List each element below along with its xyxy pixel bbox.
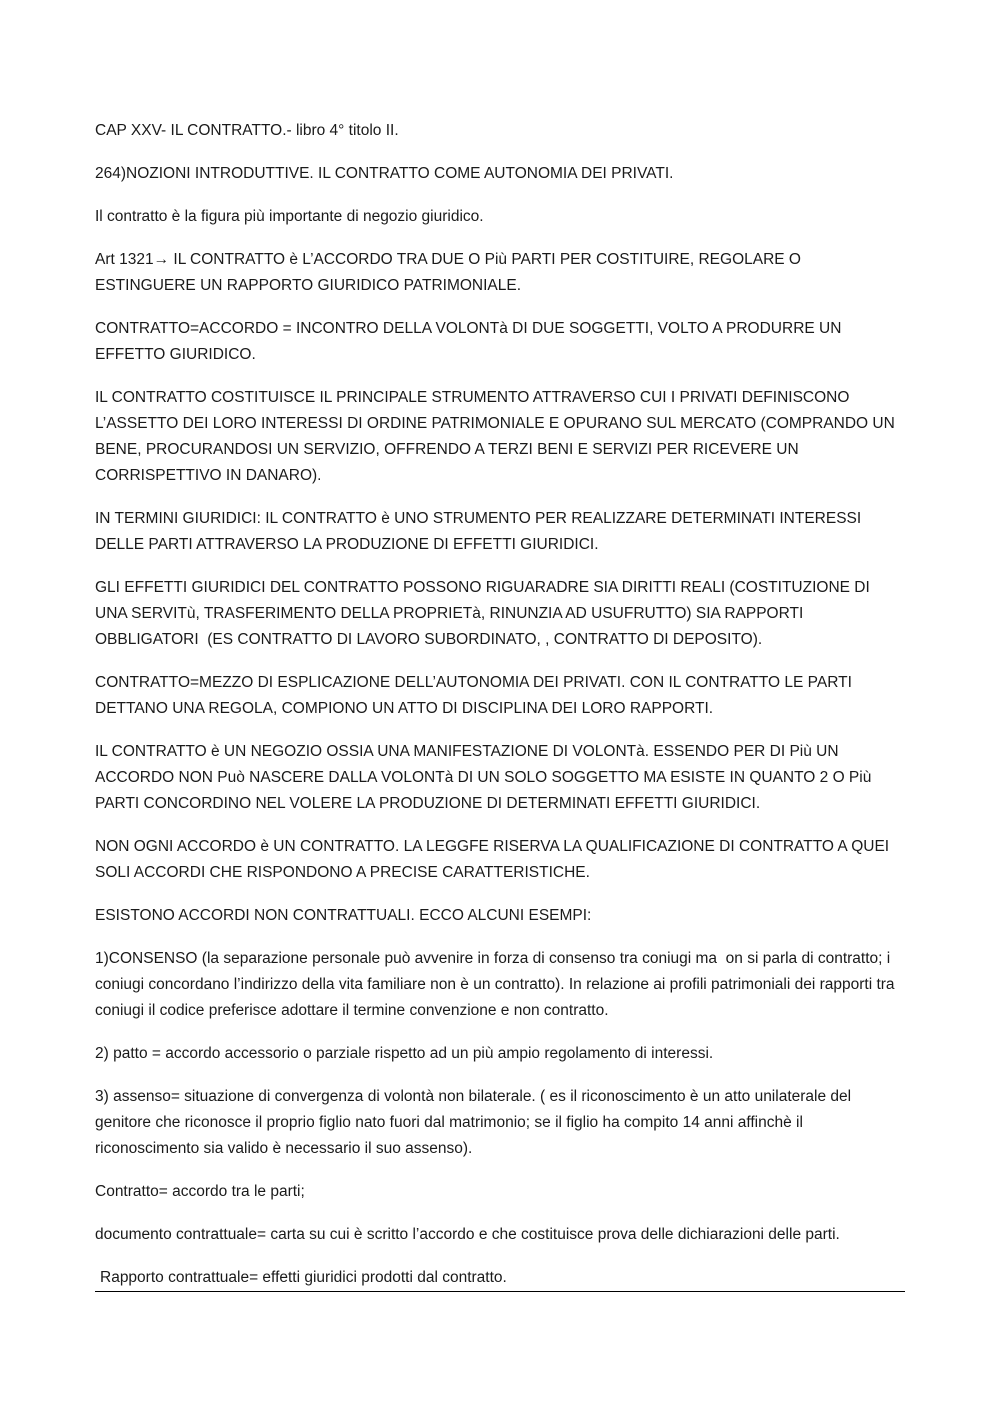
- chapter-heading: CAP XXV- IL CONTRATTO.- libro 4° titolo II.: [95, 122, 399, 139]
- section-heading: 264)NOZIONI INTRODUTTIVE. IL CONTRATTO COME AUTONOMIA DEI PRIVATI.: [95, 165, 674, 182]
- paragraph: IL CONTRATTO è UN NEGOZIO OSSIA UNA MANIFESTAZIONE DI VOLONTà. ESSENDO PER DI Più UN ACCORDO NON Può NASCERE DALLA VOLONTà DI UN SOLO SOGGETTO MA ESISTE IN QUANTO 2 O Più PARTI CONCORDINO NEL VOLERE LA PRODUZIONE DI DETERMINATI EFFETTI GIURIDICI.: [95, 743, 876, 812]
- document-page: [95, 118, 905, 1292]
- paragraph: CONTRATTO=ACCORDO = INCONTRO DELLA VOLONTà DI DUE SOGGETTI, VOLTO A PRODURRE UN EFFETTO GIURIDICO.: [95, 320, 846, 363]
- paragraph: documento contrattuale= carta su cui è scritto l’accordo e che costituisce prova delle dichiarazioni delle parti.: [95, 1226, 840, 1243]
- paragraph: Art 1321→ IL CONTRATTO è L’ACCORDO TRA DUE O Più PARTI PER COSTITUIRE, REGOLARE O ESTINGUERE UN RAPPORTO GIURIDICO PATRIMONIALE.: [95, 251, 806, 294]
- paragraph: IL CONTRATTO COSTITUISCE IL PRINCIPALE STRUMENTO ATTRAVERSO CUI I PRIVATI DEFINISCONO L’ASSETTO DEI LORO INTERESSI DI ORDINE PATRIMONIALE E OPURANO SUL MERCATO (COMPRANDO UN BENE, PROCURANDOSI UN SERVIZIO, OFFRENDO A TERZI BENI E SERVIZI PER RICEVERE UN CORRISPETTIVO IN DANARO).: [95, 389, 900, 484]
- paragraph: 1)CONSENSO (la separazione personale può avvenire in forza di consenso tra coniugi ma on si parla di contratto; i coniugi concordano l’indirizzo della vita familiare non è un contratto). In relazione ai profili patrimoniali dei rapporti tra coniugi il codice preferisce adottare il termine convenzione e non contratto.: [95, 950, 899, 1019]
- paragraph: CONTRATTO=MEZZO DI ESPLICAZIONE DELL’AUTONOMIA DEI PRIVATI. CON IL CONTRATTO LE PARTI DETTANO UNA REGOLA, COMPIONO UN ATTO DI DISCIPLINA DEI LORO RAPPORTI.: [95, 674, 857, 717]
- paragraph: ESISTONO ACCORDI NON CONTRATTUALI. ECCO ALCUNI ESEMPI:: [95, 907, 592, 924]
- paragraph: NON OGNI ACCORDO è UN CONTRATTO. LA LEGGFE RISERVA LA QUALIFICAZIONE DI CONTRATTO A QUEI SOLI ACCORDI CHE RISPONDONO A PRECISE CARATTERISTICHE.: [95, 838, 894, 881]
- paragraph: Il contratto è la figura più importante di negozio giuridico.: [95, 208, 484, 225]
- paragraph: Contratto= accordo tra le parti;: [95, 1183, 305, 1200]
- paragraph: GLI EFFETTI GIURIDICI DEL CONTRATTO POSSONO RIGUARADRE SIA DIRITTI REALI (COSTITUZIONE DI UNA SERVITù, TRASFERIMENTO DELLA PROPRIETà, RINUNZIA AD USUFRUTTO) SIA RAPPORTI OBBLIGATORI (ES CONTRATTO DI LAVORO SUBORDINATO, , CONTRATTO DI DEPOSITO).: [95, 579, 875, 648]
- final-paragraph: Rapporto contrattuale= effetti giuridici prodotti dal contratto.: [100, 1269, 507, 1286]
- paragraph: IN TERMINI GIURIDICI: IL CONTRATTO è UNO STRUMENTO PER REALIZZARE DETERMINATI INTERESSI DELLE PARTI ATTRAVERSO LA PRODUZIONE DI EFFETTI GIURIDICI.: [95, 510, 866, 553]
- paragraph: 2) patto = accordo accessorio o parziale rispetto ad un più ampio regolamento di interessi.: [95, 1045, 714, 1062]
- bottom-rule: [95, 1291, 905, 1292]
- paragraph: 3) assenso= situazione di convergenza di volontà non bilaterale. ( es il riconoscimento è un atto unilaterale del genitore che riconosce il proprio figlio nato fuori dal matrimonio; se il figlio ha compito 14 anni affinchè il riconoscimento sia valido è necessario il suo assenso).: [95, 1088, 856, 1157]
